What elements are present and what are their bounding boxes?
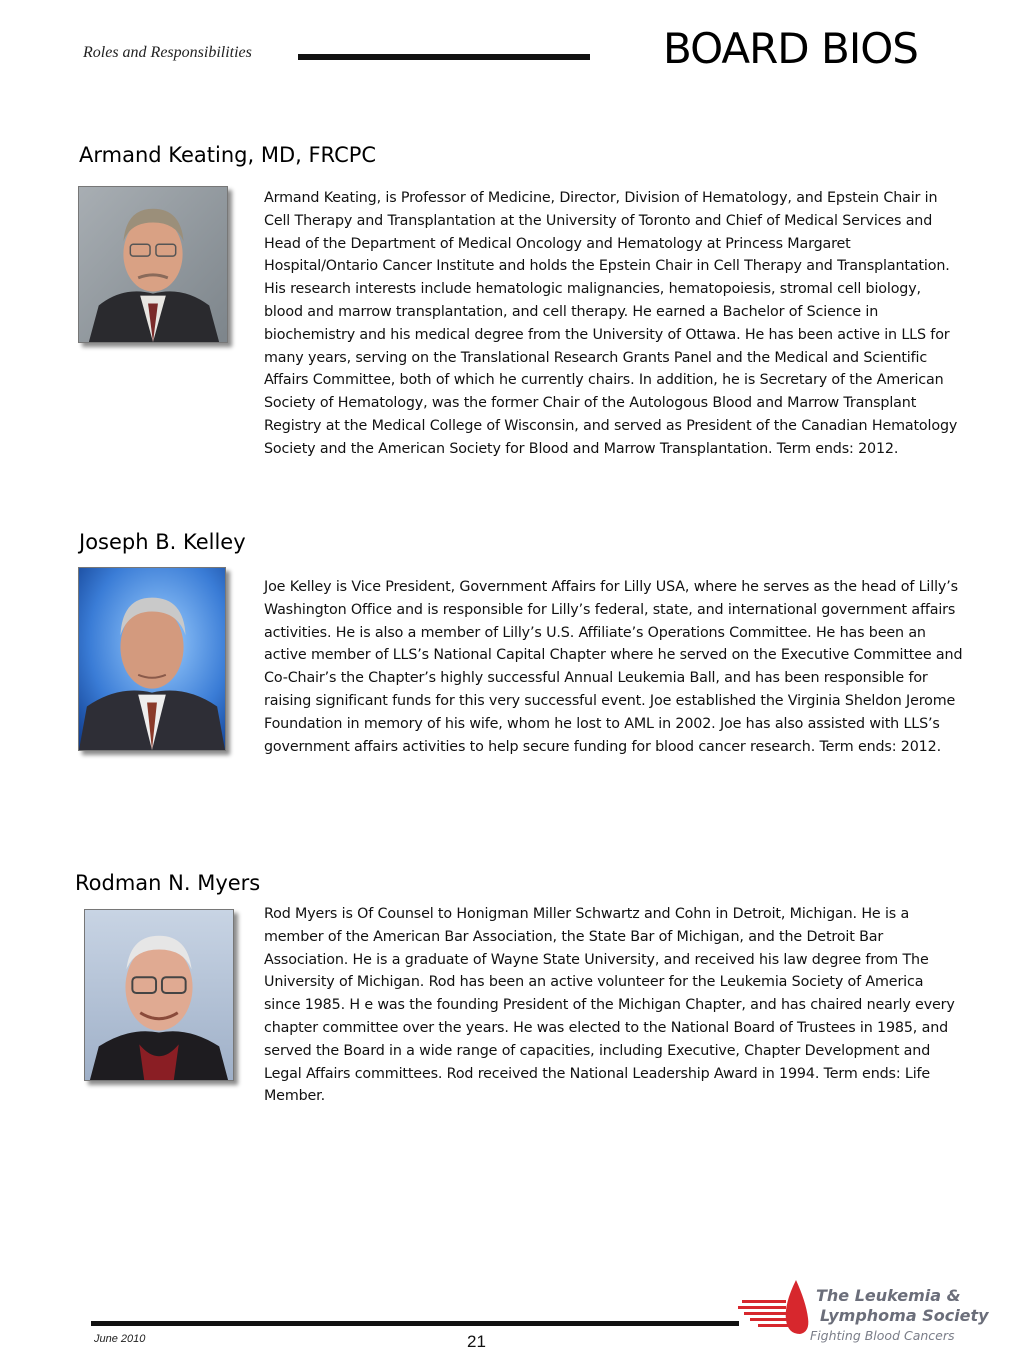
logo-line-1: The Leukemia & xyxy=(816,1286,961,1305)
page-number: 21 xyxy=(467,1332,486,1351)
header-rule xyxy=(298,54,590,60)
header-subtitle: Roles and Responsibilities xyxy=(83,44,252,61)
photo-myers xyxy=(84,909,234,1081)
bio-name-keating: Armand Keating, MD, FRCPC xyxy=(79,143,377,167)
logo-line-2: Lymphoma Society xyxy=(820,1306,989,1325)
photo-kelley xyxy=(78,567,226,751)
footer-rule xyxy=(91,1321,739,1326)
bio-text-kelley: Joe Kelley is Vice President, Government Affairs for Lilly USA, where he serves as the head of Lilly’s Washington Office and is responsible for Lilly’s federal, state, and international government affairs activities. He is also a member of Lilly’s U.S. Affiliate’s Operations Committee. He has been an active member of LLS’s National Capital Chapter where he served on the Executive Committee and Co-Chair’s the Chapter’s highly successful Annual Leukemia Ball, and has been responsible for raising significant funds for this very successful event. Joe established the Virginia Sheldon Jerome Foundation in memory of his wife, whom he lost to AML in 2002. Joe has also assisted with LLS’s government affairs activities to help secure funding for blood cancer research. Term ends: 2012. xyxy=(264,579,963,755)
footer-date: June 2010 xyxy=(94,1333,146,1345)
logo-tagline: Fighting Blood Cancers xyxy=(810,1328,955,1343)
blood-drop-icon xyxy=(738,1278,812,1338)
lls-logo xyxy=(738,1278,1008,1348)
page-title: BOARD BIOS xyxy=(663,24,918,73)
bio-name-myers: Rodman N. Myers xyxy=(75,871,261,895)
photo-keating xyxy=(78,186,228,343)
bio-text-myers: Rod Myers is Of Counsel to Honigman Miller Schwartz and Cohn in Detroit, Michigan. He is a member of the American Bar Association, the State Bar of Michigan, and the Detroit Bar Association. He is a graduate of Wayne State University, and received his law degree from The University of Michigan. Rod has been an active volunteer for the Leukemia Society of America since 1985. H e was the founding President of the Michigan Chapter, and has chaired nearly every chapter committee over the years. He was elected to the National Board of Trustees in 1985, and served the Board in a wide range of capacities, including Executive, Chapter Development and Legal Affairs committees. Rod received the National Leadership Award in 1994. Term ends: Life Member. xyxy=(264,906,955,1105)
bio-name-kelley: Joseph B. Kelley xyxy=(79,530,246,554)
bio-text-keating: Armand Keating, is Professor of Medicine, Director, Division of Hematology, and Epstein Chair in Cell Therapy and Transplantation at the University of Toronto and Chief of Medical Services and Head of the Department of Medical Oncology and Hematology at Princess Margaret Hospital/Ontario Cancer Institute and holds the Epstein Chair in Cell Therapy and Transplantation. His research interests include hematologic malignancies, hematopoiesis, stromal cell biology, blood and marrow transplantation, and cell therapy. He earned a Bachelor of Science in biochemistry and his medical degree from the University of Ottawa. He has been active in LLS for many years, serving on the Translational Research Grants Panel and the Medical and Scientific Affairs Committee, both of which he currently chairs. In addition, he is Secretary of the American Society of Hematology, was the former Chair of the Autologous Blood and Marrow Transplant Registry at the Medical College of Wisconsin, and served as President of the Canadian Hematology Society and the American Society for Blood and Marrow Transplantation. Term ends: 2012. xyxy=(264,190,958,457)
